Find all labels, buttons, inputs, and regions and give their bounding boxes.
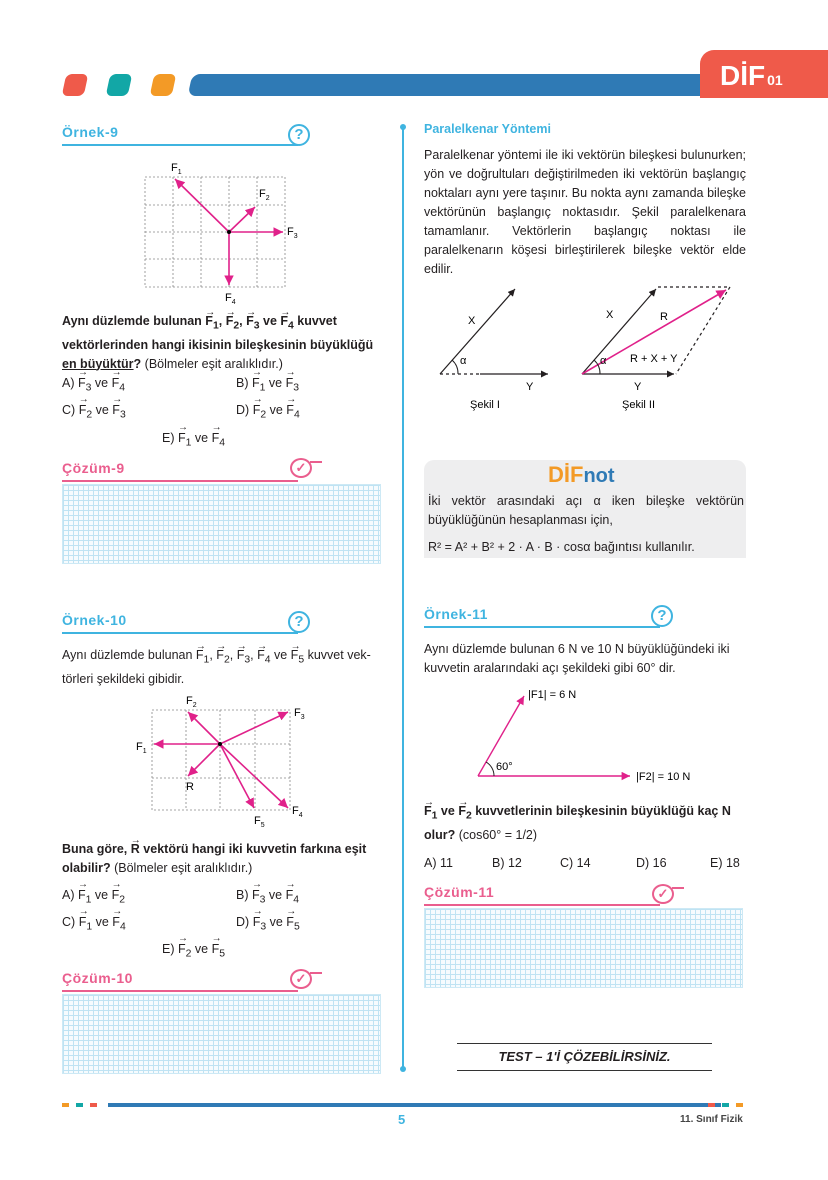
svg-text:F4: $F_4$ (225, 292, 236, 305)
ornek9-title: Örnek-9 (62, 124, 119, 140)
svg-text:Şekil II: Şekil II (622, 399, 656, 411)
header-pill-orange (150, 74, 177, 96)
solution-area-10[interactable] (62, 994, 381, 1074)
question-icon: ? (288, 124, 310, 146)
ornek11-title: Örnek-11 (424, 606, 488, 622)
svg-text:Y: Y (526, 381, 534, 393)
ornek11-option-d[interactable]: D) 16 (636, 856, 667, 870)
svg-text:F2: $F_2$ (259, 188, 270, 202)
ornek10-option-a[interactable]: $A) \to F_1$ ve → $F_2$ (62, 888, 125, 906)
ornek9-option-c[interactable]: $C) \to F_2$ ve → $F_3$ (62, 403, 126, 421)
ornek10-option-e[interactable]: $E) \to F_2$ ve → $F_5$ (162, 942, 225, 960)
ornek11-option-c[interactable]: C) 14 (560, 856, 591, 870)
check-icon: ✓ (652, 884, 674, 904)
paralelkenar-figure (430, 284, 740, 414)
cozum9-title: Çözüm-9 (62, 460, 125, 476)
ornek9-option-b[interactable]: $B) \to F_1$ ve → $F_3$ (236, 376, 299, 394)
svg-text:60°: 60° (496, 761, 513, 773)
ornek10-figure (130, 690, 320, 840)
check-icon: ✓ (290, 458, 312, 478)
header-bar (188, 74, 733, 96)
svg-text:|F2| = 10 N: |F2| = 10 N (636, 771, 691, 783)
svg-text:|F1| = 6 N: |F1| = 6 N (528, 689, 577, 701)
svg-text:F5: $F_5$ (254, 815, 265, 829)
cozum11-title: Çözüm-11 (424, 884, 495, 900)
ornek11-header (424, 598, 664, 628)
svg-text:Y: Y (634, 381, 642, 393)
svg-text:F4: $F_4$ (292, 805, 303, 819)
ornek11-option-e[interactable]: E) 18 (710, 856, 740, 870)
ornek11-intro: Aynı düzlemde bulunan 6 N ve 10 N büyüklüğündeki iki kuvvetin aralarındaki açı şekildeki gibi 60° dir. (424, 642, 730, 675)
ornek11-figure (470, 684, 710, 784)
svg-text:F3: $F_3$ (287, 226, 298, 240)
test-banner: TEST – 1'İ ÇÖZEBİLİRSİNİZ. (457, 1043, 712, 1071)
header-pill-teal (106, 74, 133, 96)
page-number: 5 (398, 1112, 406, 1127)
svg-text:F3: $F_3$ (294, 707, 305, 721)
ornek9-figure (135, 155, 315, 305)
svg-text:F2: $F_2$ (186, 695, 197, 709)
ornek9-option-a[interactable]: $A) \to F_3$ ve → $F_4$ (62, 376, 125, 394)
ornek10-intro: Aynı düzlemde bulunan → $F_1$, → $F_2$, → $F_3$, → $F_4$ ve → $F_5$ kuvvet vek- törleri şekildeki gibidir. (62, 646, 384, 689)
svg-text:F1: $F_1$ (171, 162, 182, 176)
ornek10-option-d[interactable]: $D) \to F_3$ ve → $F_5$ (236, 915, 300, 933)
paralelkenar-title: Paralelkenar Yöntemi (424, 122, 551, 136)
ornek9-header (62, 116, 302, 146)
svg-text:α: α (600, 355, 607, 367)
paralelkenar-body: Paralelkenar yöntemi ile iki vektörün bileşkesi bulunurken; yön ve doğrultuları değiştirilmeden iki vektörün başlangıç noktaları aynı yere taşınır. Bu nokta aynı zamanda bileşke vektörünün başlangıç noktasıdır. Şekil paralelkenara tamamlanır. Vektörlerin başlangıç noktası ile paralelkenarın köşesi birleştirilerek bileşke vektör elde edilir. (424, 148, 746, 276)
ornek10-question: Buna göre, → R vektörü hangi iki kuvvetin farkına eşit olabilir? (Bölmeler eşit aralıklıdır.) (62, 840, 384, 878)
solution-area-9[interactable] (62, 484, 381, 564)
svg-text:F1: $F_1$ (136, 741, 147, 755)
difnot-text: İki vektör arasındaki açı α iken bileşke vektörün büyüklüğünün hesaplanması için, (428, 494, 744, 527)
cozum9-header (62, 452, 312, 482)
question-icon: ? (288, 611, 310, 633)
footer-bar (108, 1103, 721, 1107)
cozum10-title: Çözüm-10 (62, 970, 133, 986)
svg-text:R: R (660, 311, 668, 323)
header-pill-red (62, 74, 89, 96)
ornek11-question: → $F_1$ ve → $F_2$ kuvvetlerinin bileşkesinin büyüklüğü kaç N olur? (cos60° = 1/2) (424, 802, 746, 845)
check-icon: ✓ (290, 969, 312, 989)
svg-text:α: α (460, 355, 467, 367)
ornek10-title: Örnek-10 (62, 612, 127, 628)
ornek9-option-e[interactable]: $E) \to F_1$ ve → $F_4$ (162, 431, 225, 449)
difnot-logo: DİFnot (548, 462, 615, 487)
question-icon: ? (651, 605, 673, 627)
cozum10-header (62, 962, 312, 992)
ornek10-option-c[interactable]: $C) \to F_1$ ve → $F_4$ (62, 915, 126, 933)
solution-area-11[interactable] (424, 908, 743, 988)
svg-text:X: X (468, 315, 476, 327)
ornek10-option-b[interactable]: $B) \to F_3$ ve → $F_4$ (236, 888, 299, 906)
column-divider (402, 126, 404, 1070)
svg-text:R + X + Y: R + X + Y (630, 353, 678, 365)
difnot-formula: R² = A² + B² + 2 · A · B · cosα bağıntısı kullanılır. (428, 540, 695, 554)
difnot-box (424, 460, 746, 558)
dif-badge: DİF 01 (700, 50, 828, 98)
grade-label: 11. Sınıf Fizik (680, 1114, 743, 1125)
ornek10-header (62, 604, 302, 634)
svg-text:X: X (606, 309, 614, 321)
svg-text:Şekil I: Şekil I (470, 399, 500, 411)
ornek11-option-a[interactable]: A) 11 (424, 856, 453, 870)
cozum11-header (424, 876, 674, 906)
ornek11-option-b[interactable]: B) 12 (492, 856, 522, 870)
ornek9-question: Aynı düzlemde bulunan → $F_1$, → $F_2$, → $F_3$ ve → $F_4$ kuvvet vektörlerinden hangi ikisinin bileşkesinin büyüklüğü en büyüktür? (Bölmeler eşit aralıklıdır.) (62, 312, 384, 374)
svg-text:R: R (186, 781, 194, 793)
ornek9-option-d[interactable]: $D) \to F_2$ ve → $F_4$ (236, 403, 300, 421)
